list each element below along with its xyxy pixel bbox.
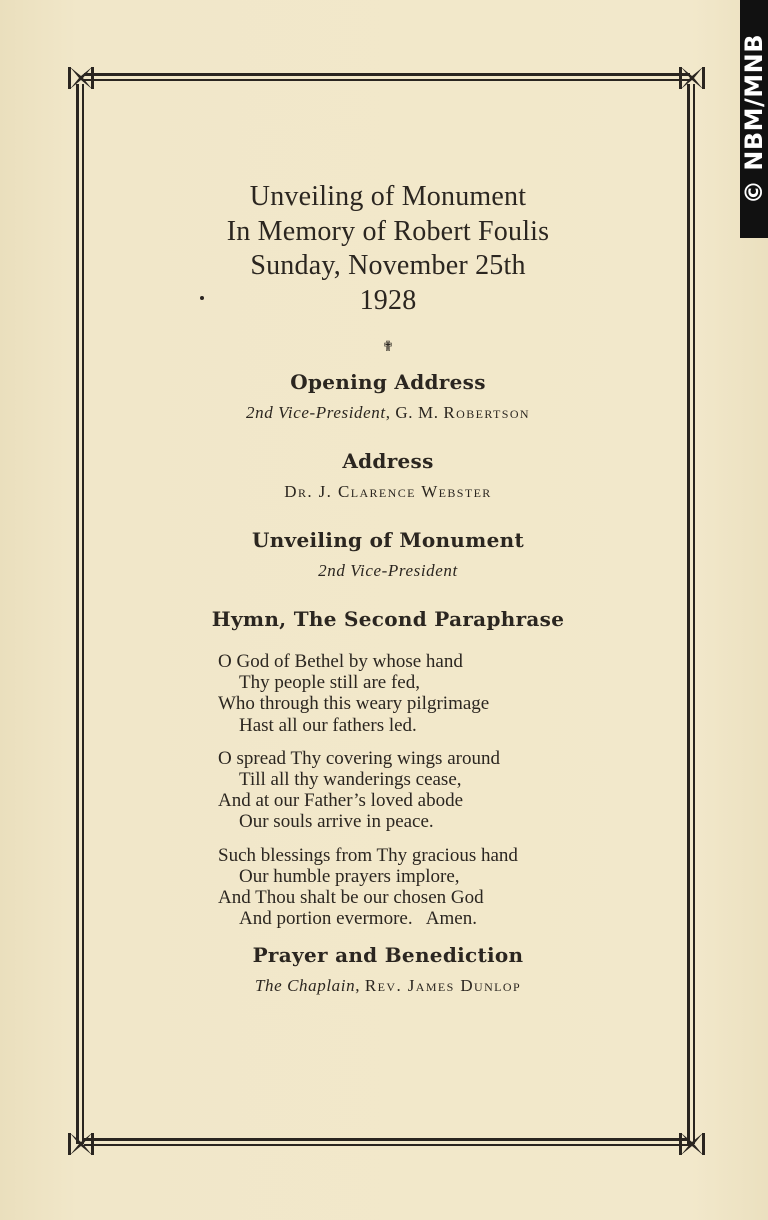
prayer-name: Rev. James Dunlop: [364, 976, 522, 996]
hymn-text: [218, 651, 676, 929]
copyright-text: © NBM/MNB: [740, 33, 768, 205]
unveiling-role: 2nd Vice-President: [318, 561, 458, 580]
hymn-line: Hast all our fathers led.: [239, 714, 417, 736]
cross-ornament-icon: ✟: [382, 340, 394, 355]
opening-sep: ,: [385, 403, 396, 422]
hymn-line: O spread Thy covering wings around: [218, 747, 500, 769]
opening-role: 2nd Vice-President: [246, 403, 386, 422]
hymn-line: And at our Father’s loved abode: [218, 790, 464, 812]
border-bottom: [84, 1138, 690, 1148]
heading-address: Address: [342, 449, 434, 473]
address-speaker: Dr. J. Clarence Webster: [284, 482, 492, 501]
hymn-stanza-2: [218, 748, 676, 833]
hymn-stanza-1: [218, 651, 676, 736]
heading-unveiling: Unveiling of Monument: [251, 528, 525, 552]
opening-name: Robertson: [443, 403, 530, 422]
hymn-line: Our humble prayers implore,: [239, 865, 460, 887]
title-line-1: Unveiling of Monument: [249, 181, 527, 212]
hymn-line: Thy people still are fed,: [239, 672, 420, 694]
hymn-line: And Thou shalt be our chosen God: [218, 887, 484, 909]
hymn-line: Such blessings from Thy gracious hand: [218, 844, 518, 866]
border-top: [84, 73, 690, 83]
corner-cross-icon: [677, 1129, 707, 1159]
copyright-tab: [740, 0, 768, 238]
title-block: [100, 180, 676, 318]
heading-opening-address: Opening Address: [290, 370, 486, 394]
title-year: 1928: [359, 284, 417, 316]
prayer-role: The Chaplain: [254, 976, 356, 996]
program-content: [100, 180, 676, 996]
prayer-sep: ,: [355, 976, 365, 996]
prayer-speaker: [100, 976, 676, 996]
border-left: [76, 84, 86, 1144]
title-line-2: In Memory of Robert Foulis: [226, 215, 550, 247]
hymn-line: Till all thy wanderings cease,: [239, 769, 462, 791]
heading-hymn: Hymn, The Second Paraphrase: [211, 607, 565, 631]
corner-cross-icon: [66, 63, 96, 93]
corner-cross-icon: [66, 1129, 96, 1159]
hymn-stanza-3: [218, 845, 676, 930]
title-line-3: Sunday, November 25th: [250, 250, 526, 281]
border-right: [687, 84, 697, 1144]
heading-prayer: Prayer and Benediction: [252, 943, 524, 968]
hymn-line: Our souls arrive in peace.: [239, 811, 434, 833]
opening-speaker: [100, 403, 676, 423]
opening-initials: G. M.: [395, 403, 444, 422]
hymn-line: And portion evermore. Amen.: [239, 908, 477, 930]
hymn-line: Who through this weary pilgrimage: [218, 693, 490, 715]
corner-cross-icon: [677, 63, 707, 93]
hymn-line: O God of Bethel by whose hand: [218, 651, 463, 672]
